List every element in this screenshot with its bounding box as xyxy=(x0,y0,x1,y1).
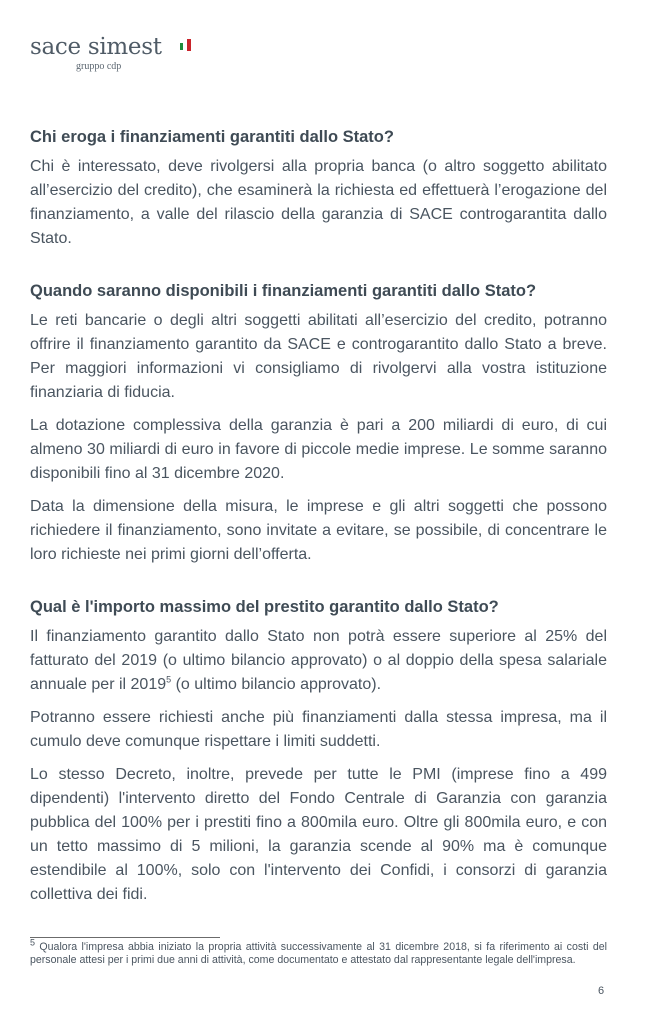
section-quando-disponibili xyxy=(30,281,607,567)
paragraph: La dotazione complessiva della garanzia è pari a 200 miliardi di euro, di cui almeno 30 miliardi di euro in favore di piccole medie imprese. Le somme saranno disponibili fino al 31 dicembre 2020. xyxy=(30,417,607,482)
logo-wordmark: sace simest xyxy=(30,34,162,60)
footnote xyxy=(30,937,607,967)
paragraph: Potranno essere richiesti anche più finanziamenti dalla stessa impresa, ma il cumulo deve comunque rispettare i limiti suddetti. xyxy=(30,709,607,750)
paragraph-text: Il finanziamento garantito dallo Stato non potrà essere superiore al 25% del fatturato del 2019 (o ultimo bilancio approvato) o al doppio della spesa salariale annuale per il 2019 xyxy=(30,628,607,693)
paragraph: Le reti bancarie o degli altri soggetti abilitati all’esercizio del credito, potranno offrire il finanziamento garantito da SACE e controgarantito dallo Stato a breve. Per maggiori informazioni vi consigliamo di rivolgervi alla vostra istituzione finanziaria di fiducia. xyxy=(30,312,607,401)
footnote-divider xyxy=(30,937,220,938)
paragraph: Data la dimensione della misura, le imprese e gli altri soggetti che possono richiedere il finanziamento, sono invitate a evitare, se possibile, di concentrare le loro richieste nei primi giorni dell’offerta. xyxy=(30,498,607,563)
footnote-text: Qualora l'impresa abbia iniziato la propria attività successivamente al 31 dicembre 2018, si fa riferimento ai costi del personale attesi per i primi due anni di attività, come documentato e attestato dal rappresentante legale dell'impresa. xyxy=(30,941,607,966)
section-chi-eroga xyxy=(30,127,607,251)
paragraph: Lo stesso Decreto, inoltre, prevede per tutte le PMI (imprese fino a 499 dipendenti) l'intervento diretto del Fondo Centrale di Garanzia con garanzia pubblica del 100% per i prestiti fino a 800mila euro. Oltre gli 800mila euro, e con un tetto massimo di 5 milioni, la garanzia scende al 90% ma è comunque estendibile al 100%, solo con l'intervento dei Confidi, i consorzi di garanzia collettiva dei fidi. xyxy=(30,766,607,903)
document-body xyxy=(30,127,607,937)
section-heading: Chi eroga i finanziamenti garantiti dallo Stato? xyxy=(30,128,394,146)
page-number: 6 xyxy=(598,985,605,997)
sace-simest-logo xyxy=(30,34,162,72)
paragraph: Chi è interessato, deve rivolgersi alla propria banca (o altro soggetto abilitato all’esercizio del credito), che esaminerà la richiesta ed effettuerà l’erogazione del finanziamento, a valle del rilascio della garanzia di SACE controgarantita dallo Stato. xyxy=(30,158,607,247)
footnote-marker: 5 xyxy=(30,937,36,948)
logo-tagline: gruppo cdp xyxy=(76,61,122,72)
paragraph xyxy=(30,625,607,697)
italian-flag-icon xyxy=(178,39,192,51)
section-heading: Qual è l'importo massimo del prestito garantito dallo Stato? xyxy=(30,598,499,616)
section-importo-massimo xyxy=(30,597,607,907)
paragraph-text: (o ultimo bilancio approvato). xyxy=(171,676,382,693)
section-heading: Quando saranno disponibili i finanziamenti garantiti dallo Stato? xyxy=(30,282,537,300)
footnote-reference[interactable]: 5 xyxy=(166,674,172,685)
